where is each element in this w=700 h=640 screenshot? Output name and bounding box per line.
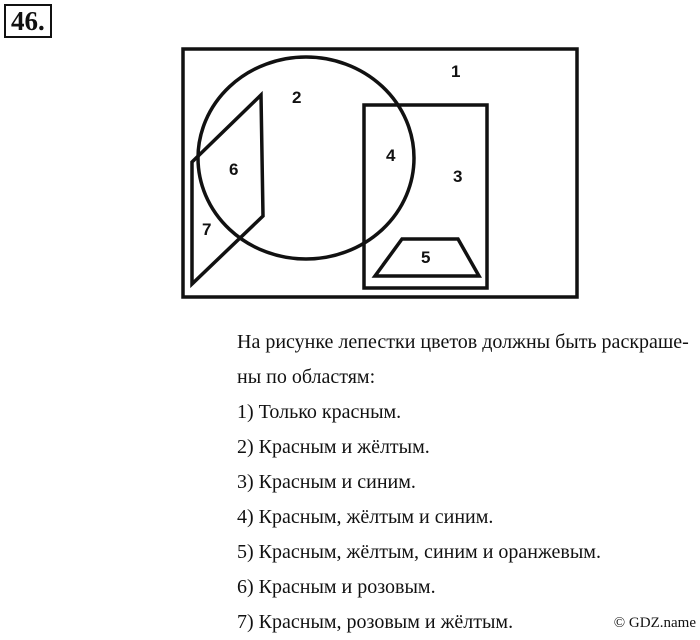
circle [198,57,414,259]
region-label-4: 4 [386,146,396,165]
problem-text [237,325,693,640]
region-label-7: 7 [202,220,212,239]
region-label-6: 6 [229,160,239,179]
intro-line: На рисунке лепестки цветов должны быть раскраше- [237,331,689,353]
region-label-3: 3 [453,167,463,186]
list-item: 4) Красным, жёлтым и синим. [237,506,494,528]
list-item: 5) Красным, жёлтым, синим и оранжевым. [237,541,601,563]
region-label-1: 1 [451,62,461,81]
watermark: © GDZ.name [613,615,696,631]
list-item: 3) Красным и синим. [237,471,416,493]
list-item: 7) Красным, розовым и жёлтым. [237,611,514,633]
list-item: 6) Красным и розовым. [237,576,436,598]
list-item: 2) Красным и жёлтым. [237,436,430,458]
region-label-2: 2 [292,88,302,107]
intro-line: ны по областям: [237,366,376,388]
region-label-5: 5 [421,248,431,267]
list-item: 1) Только красным. [237,401,402,423]
problem-number: 46. [4,4,52,38]
